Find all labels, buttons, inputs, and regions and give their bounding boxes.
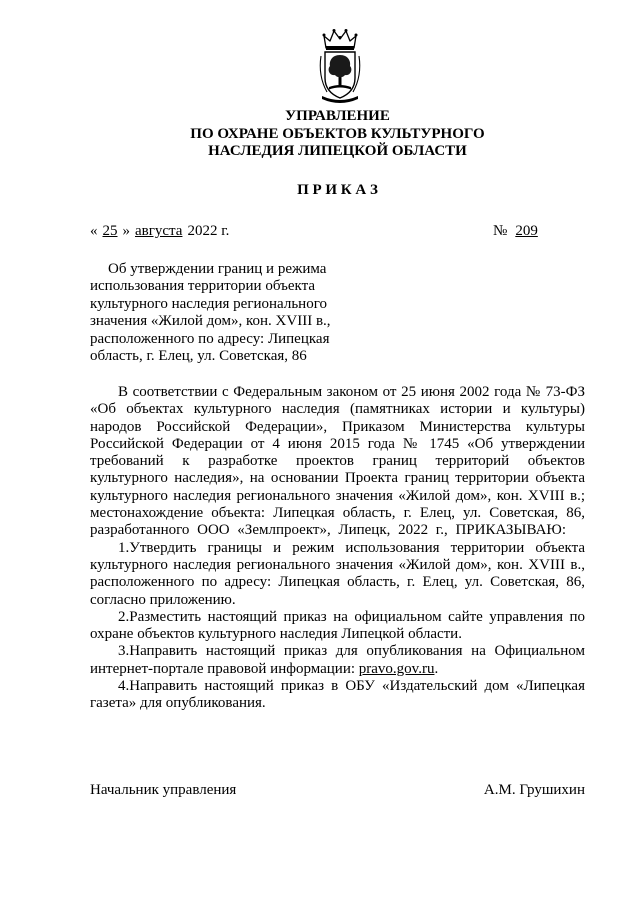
preamble-paragraph bbox=[90, 384, 585, 540]
issuer-line: ПО ОХРАНЕ ОБЪЕКТОВ КУЛЬТУРНОГО bbox=[190, 125, 485, 142]
preamble-line: разработанного ООО «Землпроект», Липецк, 2022 г., ПРИКАЗЫВАЮ: bbox=[90, 522, 566, 539]
signatory-name: А.М. Грушихин bbox=[483, 782, 585, 798]
pravo-gov-link[interactable]: pravo.gov.ru bbox=[358, 660, 435, 677]
date-quote-close: » bbox=[122, 223, 130, 239]
document-number bbox=[493, 222, 538, 240]
item-line: согласно приложению. bbox=[90, 591, 236, 608]
number-value: 209 bbox=[515, 223, 538, 239]
preamble-line: требований к разработке проектов границ территорий объектов bbox=[90, 453, 585, 470]
number-label: № bbox=[493, 223, 508, 239]
subject-line: культурного наследия регионального bbox=[90, 295, 327, 312]
coat-of-arms-icon bbox=[317, 28, 363, 104]
preamble-line: Российской Федерации от 4 июня 2015 года № 1745 «Об утверждении bbox=[90, 435, 585, 452]
item-line: 4.Направить настоящий приказ в ОБУ «Издательский дом «Липецкая bbox=[118, 678, 585, 695]
signature-block bbox=[90, 781, 585, 799]
item-line: газета» для опубликования. bbox=[90, 695, 266, 712]
subject-line: использования территории объекта bbox=[90, 278, 315, 295]
subject-line: Об утверждении границ и режима bbox=[108, 261, 327, 277]
item-line: 3.Направить настоящий приказ для опубликования на Официальном bbox=[118, 643, 585, 660]
preamble-line: В соответствии с Федеральным законом от 25 июня 2002 года № 73-ФЗ bbox=[118, 384, 585, 400]
date-month: августа bbox=[135, 223, 183, 239]
subject-line: область, г. Елец, ул. Советская, 86 bbox=[90, 348, 307, 365]
subject-line: расположенного по адресу: Липецкая bbox=[90, 330, 330, 347]
subject-line: значения «Жилой дом», кон. XVIII в., bbox=[90, 313, 331, 330]
order-item-3 bbox=[90, 643, 585, 678]
item-line bbox=[90, 661, 585, 678]
issuer-line: УПРАВЛЕНИЕ bbox=[285, 108, 390, 124]
item-line-text: интернет-портале правовой информации: bbox=[90, 660, 359, 677]
date-day: 25 bbox=[102, 223, 118, 239]
item-line-suffix: . bbox=[434, 660, 439, 677]
preamble-line: культурного наследия регионального значения «Жилой дом», кон. XVIII в.; bbox=[90, 487, 585, 504]
preamble-line: «Об объектах культурного наследия (памятниках истории и культуры) bbox=[90, 401, 585, 418]
issuer-line: НАСЛЕДИЯ ЛИПЕЦКОЙ ОБЛАСТИ bbox=[208, 143, 467, 159]
preamble-line: местонахождение объекта: Липецкая область, г. Елец, ул. Советская, 86, bbox=[90, 505, 585, 522]
preamble-line: народов Российской Федерации», Приказом Министерства культуры bbox=[90, 418, 585, 435]
item-line: охране объектов культурного наследия Липецкой области. bbox=[90, 626, 462, 643]
item-line: 1.Утвердить границы и режим использования территории объекта bbox=[118, 539, 585, 556]
issuer-block bbox=[90, 108, 585, 161]
date-year: 2022 г. bbox=[187, 223, 230, 239]
item-line: культурного наследия регионального значения «Жилой дом», кон. XVIII в., bbox=[90, 556, 585, 573]
item-line: расположенного по адресу: Липецкая область, г. Елец, ул. Советская, 86, bbox=[90, 574, 585, 591]
date-quote-open: « bbox=[90, 223, 98, 239]
order-item-1 bbox=[90, 540, 585, 609]
order-body bbox=[90, 384, 585, 713]
document-type: П Р И К А З bbox=[297, 182, 378, 198]
order-item-4 bbox=[90, 678, 585, 713]
order-item-2 bbox=[90, 609, 585, 644]
signatory-position: Начальник управления bbox=[90, 782, 237, 798]
preamble-line: культурного наследия», на основании Проекта границ территории объекта bbox=[90, 470, 585, 487]
subject-block bbox=[90, 261, 352, 365]
item-line: 2.Разместить настоящий приказ на официальном сайте управления по bbox=[118, 608, 585, 625]
document-date bbox=[90, 222, 234, 240]
